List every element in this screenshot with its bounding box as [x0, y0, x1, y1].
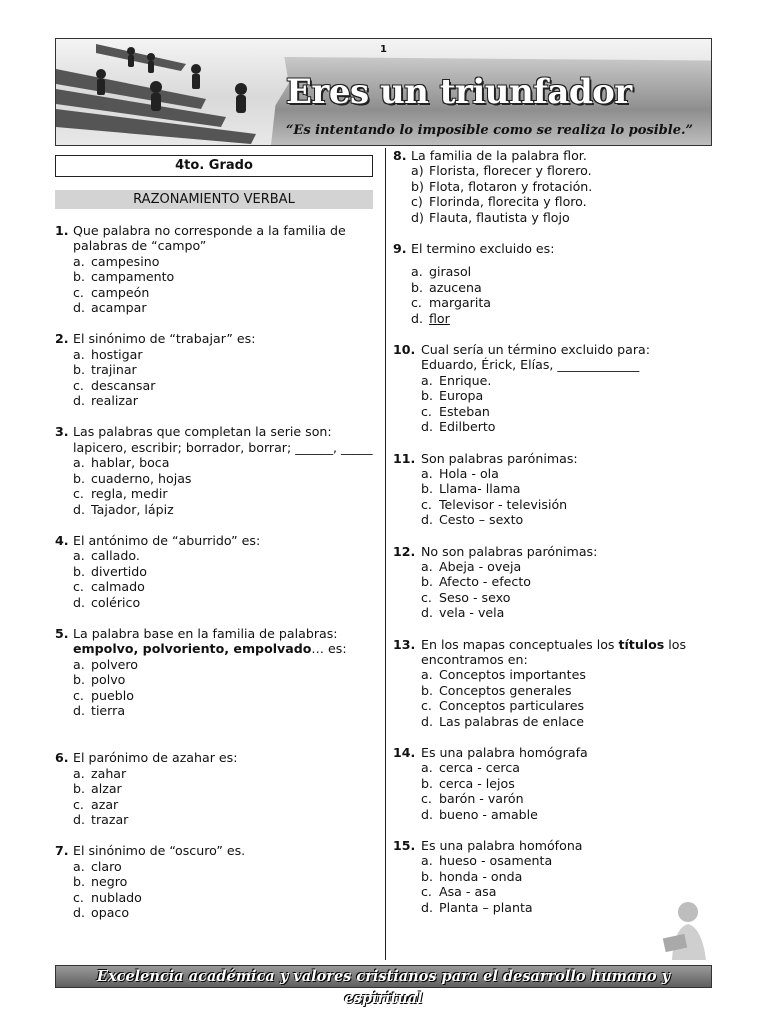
- question-text: Son palabras parónimas:: [421, 450, 578, 466]
- option-letter: c.: [421, 589, 432, 605]
- option-text: opaco: [91, 905, 130, 921]
- question-text-bold: empolvo, polvoriento, empolvado: [73, 641, 312, 657]
- question-item: [393, 544, 713, 621]
- option-text: claro: [91, 858, 122, 874]
- option-text: girasol: [429, 264, 472, 280]
- option-item: [411, 179, 713, 194]
- option-text: negro: [91, 874, 128, 890]
- option-letter: d.: [73, 594, 85, 610]
- option-text: Afecto - efecto: [439, 574, 531, 590]
- options-list: [73, 657, 375, 719]
- option-letter: c.: [421, 698, 432, 714]
- option-letter: d.: [73, 393, 85, 409]
- question-text: [421, 637, 713, 668]
- question-item: [55, 533, 375, 610]
- options-list: [421, 667, 713, 729]
- option-item: [421, 853, 713, 868]
- question-number: 8.: [393, 148, 407, 163]
- option-letter: a.: [73, 346, 85, 362]
- questions-right-column: [393, 148, 713, 931]
- option-item: [421, 466, 713, 481]
- question-text: Cual sería un término excluido para:: [421, 342, 650, 358]
- option-item: [73, 797, 375, 812]
- option-text: flor: [429, 310, 450, 326]
- option-item: [421, 807, 713, 822]
- option-item: [411, 163, 713, 178]
- option-item: [421, 683, 713, 698]
- option-item: [73, 378, 375, 393]
- option-letter: c.: [73, 796, 84, 812]
- banner-title: Eres un triunfador: [286, 72, 632, 112]
- option-letter: a.: [73, 548, 85, 564]
- option-letter: c.: [73, 687, 84, 703]
- option-text: Edilberto: [439, 419, 496, 435]
- question-item: [393, 342, 713, 434]
- question-item: [393, 637, 713, 729]
- option-item: [73, 874, 375, 889]
- option-text: descansar: [91, 377, 156, 393]
- option-text: bueno - amable: [439, 806, 538, 822]
- option-letter: a.: [73, 858, 85, 874]
- question-text-bold: títulos: [618, 636, 665, 652]
- option-item: [421, 605, 713, 620]
- option-letter: b.: [73, 672, 85, 688]
- reading-child-illustration: [658, 898, 714, 962]
- option-text: tierra: [91, 702, 126, 718]
- options-list: [421, 559, 713, 621]
- option-text: honda - onda: [439, 868, 523, 884]
- footer-banner: [55, 965, 712, 1007]
- option-letter: d.: [73, 812, 85, 827]
- option-text: azucena: [429, 279, 482, 295]
- option-item: [73, 672, 375, 687]
- question-number: 3.: [55, 424, 69, 440]
- question-text: Es una palabra homófona: [421, 838, 583, 854]
- option-item: [73, 393, 375, 408]
- option-letter: b.: [421, 775, 433, 791]
- option-item: [411, 264, 713, 279]
- question-text-part: En los mapas conceptuales los: [421, 636, 619, 652]
- option-item: [73, 766, 375, 781]
- options-list: [411, 264, 713, 326]
- option-item: [421, 869, 713, 884]
- question-item: [55, 750, 375, 827]
- option-item: [421, 667, 713, 682]
- option-text: campeón: [91, 284, 150, 300]
- option-letter: b.: [73, 470, 85, 486]
- option-letter: d.: [421, 806, 433, 822]
- option-item: [73, 781, 375, 796]
- option-text: trajinar: [91, 362, 137, 378]
- option-item: [73, 890, 375, 905]
- option-letter: b.: [421, 682, 433, 698]
- footer-motto: Excelencia académica y valores cristianos para el desarrollo humano y espiritual: [96, 968, 671, 1007]
- option-item: [73, 254, 375, 269]
- option-letter: a.: [421, 667, 433, 683]
- option-letter: d.: [421, 419, 433, 435]
- option-text: Seso - sexo: [439, 589, 511, 605]
- question-text: No son palabras parónimas:: [421, 543, 598, 559]
- options-list: [73, 455, 375, 517]
- options-list: [73, 859, 375, 921]
- option-letter: b.: [73, 874, 85, 890]
- options-list: [421, 466, 713, 528]
- question-text: La familia de la palabra flor.: [411, 148, 587, 163]
- option-letter: a): [411, 163, 424, 179]
- option-text: cuaderno, hojas: [91, 470, 192, 486]
- question-text: El antónimo de “aburrido” es:: [73, 532, 261, 548]
- option-letter: a.: [421, 558, 433, 574]
- question-text: El sinónimo de “oscuro” es.: [73, 843, 246, 859]
- option-text: hueso - osamenta: [439, 853, 553, 869]
- question-item: [55, 223, 375, 315]
- option-letter: c.: [421, 791, 432, 807]
- option-text: azar: [91, 796, 119, 812]
- question-text-part: los encontramos en:: [421, 636, 687, 667]
- option-item: [421, 419, 713, 434]
- options-list: [421, 373, 713, 435]
- option-text: hablar, boca: [91, 455, 170, 471]
- option-text: Abeja - oveja: [439, 558, 522, 574]
- option-item: [421, 559, 713, 574]
- option-item: [411, 280, 713, 295]
- option-item: [421, 404, 713, 419]
- option-item: [73, 455, 375, 470]
- option-text: Hola - ola: [439, 465, 499, 481]
- option-text: barón - varón: [439, 791, 524, 807]
- section-title: RAZONAMIENTO VERBAL: [55, 190, 373, 209]
- option-letter: a.: [421, 465, 433, 481]
- question-number: 14.: [393, 745, 416, 760]
- question-number: 5.: [55, 625, 69, 641]
- option-letter: c.: [421, 884, 432, 900]
- question-text: [73, 626, 375, 657]
- question-number: 1.: [55, 223, 69, 238]
- option-item: [421, 760, 713, 775]
- question-item: [55, 626, 375, 718]
- option-letter: c.: [73, 377, 84, 393]
- question-text: Que palabra no corresponde a la familia de palabras de “campo”: [73, 223, 346, 254]
- option-text: Asa - asa: [439, 884, 497, 900]
- options-list: [421, 760, 713, 822]
- option-letter: d.: [73, 300, 85, 316]
- option-text: nublado: [91, 889, 142, 905]
- question-number: 13.: [393, 636, 416, 652]
- question-item: [55, 331, 375, 408]
- option-item: [73, 812, 375, 827]
- option-letter: c.: [73, 889, 84, 905]
- option-item: [73, 657, 375, 672]
- option-text: colérico: [91, 594, 141, 610]
- option-text: trazar: [91, 812, 129, 827]
- option-text: Florinda, florecita y floro.: [429, 194, 587, 210]
- option-item: [421, 574, 713, 589]
- option-item: [73, 486, 375, 501]
- question-text-part: … es:: [311, 641, 347, 657]
- option-item: [73, 595, 375, 610]
- option-letter: c.: [421, 496, 432, 512]
- column-divider: [385, 148, 386, 960]
- option-item: [421, 776, 713, 791]
- option-letter: b.: [421, 388, 433, 404]
- option-item: [73, 300, 375, 315]
- option-text: Enrique.: [439, 372, 492, 388]
- option-item: [73, 269, 375, 284]
- option-item: [421, 497, 713, 512]
- option-item: [421, 481, 713, 496]
- question-text: Es una palabra homógrafa: [421, 745, 588, 760]
- question-item: [55, 843, 375, 920]
- option-item: [73, 285, 375, 300]
- question-number: 11.: [393, 450, 416, 466]
- option-letter: a.: [73, 253, 85, 269]
- option-item: [73, 502, 375, 517]
- option-item: [421, 791, 713, 806]
- option-item: [73, 859, 375, 874]
- option-text: margarita: [429, 295, 491, 311]
- option-letter: b.: [73, 362, 85, 378]
- questions-left-column: [55, 223, 375, 936]
- option-text: cerca - lejos: [439, 775, 515, 791]
- question-text: Las palabras que completan la serie son: lapicero, escribir; borrador, borrar; ______, _____: [73, 424, 373, 455]
- option-letter: d.: [73, 702, 85, 718]
- question-number: 7.: [55, 843, 69, 859]
- option-item: [73, 688, 375, 703]
- options-list: [73, 254, 375, 316]
- option-item: [421, 388, 713, 403]
- option-text: hostigar: [91, 346, 143, 362]
- option-text: Cesto – sexto: [439, 512, 524, 528]
- option-text: Flauta, flautista y flojo: [429, 209, 570, 225]
- option-letter: a.: [421, 760, 433, 776]
- option-letter: a.: [73, 765, 85, 781]
- option-letter: d): [411, 209, 424, 225]
- option-item: [73, 905, 375, 920]
- option-letter: d.: [73, 905, 85, 921]
- option-letter: d.: [73, 501, 85, 517]
- option-item: [411, 210, 713, 225]
- option-item: [421, 512, 713, 527]
- option-text: polvero: [91, 656, 139, 672]
- option-letter: b.: [421, 574, 433, 590]
- option-item: [421, 698, 713, 713]
- option-text: Llama- llama: [439, 481, 521, 497]
- option-text: cerca - cerca: [439, 760, 520, 776]
- option-letter: b.: [421, 868, 433, 884]
- option-letter: b.: [73, 269, 85, 285]
- question-number: 2.: [55, 331, 69, 347]
- option-letter: b.: [73, 563, 85, 579]
- header-banner: [55, 38, 712, 146]
- option-letter: b.: [421, 481, 433, 497]
- option-text: regla, medir: [91, 486, 168, 502]
- option-letter: c.: [411, 295, 422, 311]
- option-letter: c): [411, 194, 423, 210]
- option-item: [411, 194, 713, 209]
- question-number: 10.: [393, 342, 416, 358]
- option-item: [73, 564, 375, 579]
- option-item: [73, 703, 375, 718]
- option-text: Conceptos importantes: [439, 667, 586, 683]
- option-letter: d.: [421, 899, 433, 915]
- option-text: Flota, flotaron y frotación.: [429, 178, 593, 194]
- option-letter: c.: [421, 403, 432, 419]
- question-number: 15.: [393, 838, 416, 854]
- option-letter: a.: [73, 656, 85, 672]
- question-text: El parónimo de azahar es:: [73, 750, 238, 766]
- option-text: vela - vela: [439, 605, 505, 621]
- options-list: [73, 347, 375, 409]
- question-text: El termino excluido es:: [411, 241, 555, 257]
- question-item: [393, 451, 713, 528]
- runners-illustration: [56, 39, 296, 146]
- option-text: divertido: [91, 563, 148, 579]
- option-letter: b.: [73, 781, 85, 797]
- option-text: zahar: [91, 765, 127, 781]
- option-text: acampar: [91, 300, 147, 316]
- question-number: 12.: [393, 543, 416, 559]
- option-text: pueblo: [91, 687, 134, 703]
- question-number: 9.: [393, 241, 407, 257]
- option-letter: a.: [411, 264, 423, 280]
- option-item: [411, 311, 713, 326]
- option-letter: d.: [411, 310, 423, 326]
- option-item: [73, 579, 375, 594]
- options-list: [411, 163, 713, 225]
- option-letter: b): [411, 178, 424, 194]
- option-text: Planta – planta: [439, 899, 533, 915]
- option-text: calmado: [91, 579, 145, 595]
- option-text: polvo: [91, 672, 126, 688]
- question-extra-text: Eduardo, Érick, Elías, _____________: [421, 357, 640, 373]
- question-number: 4.: [55, 532, 69, 548]
- option-letter: d.: [421, 512, 433, 528]
- option-text: alzar: [91, 781, 122, 797]
- question-item: [55, 424, 375, 516]
- option-item: [421, 373, 713, 388]
- option-text: Europa: [439, 388, 484, 404]
- option-item: [73, 548, 375, 563]
- option-text: Televisor - televisión: [439, 496, 568, 512]
- question-item: [393, 745, 713, 822]
- option-letter: d.: [421, 713, 433, 729]
- option-text: Tajador, lápiz: [91, 501, 174, 517]
- option-letter: c.: [73, 486, 84, 502]
- option-item: [73, 471, 375, 486]
- question-item: [393, 241, 713, 326]
- option-text: Florista, florecer y florero.: [429, 163, 592, 179]
- option-letter: c.: [73, 284, 84, 300]
- banner-quote: “Es intentando lo imposible como se realiza lo posible.”: [285, 123, 693, 138]
- option-text: Esteban: [439, 403, 490, 419]
- option-letter: d.: [421, 605, 433, 621]
- option-letter: a.: [421, 853, 433, 869]
- page-number: 1: [380, 44, 387, 55]
- option-letter: c.: [73, 579, 84, 595]
- option-letter: a.: [73, 455, 85, 471]
- question-number: 6.: [55, 750, 69, 766]
- options-list: [73, 766, 375, 828]
- option-item: [73, 362, 375, 377]
- option-text: campamento: [91, 269, 175, 285]
- question-text-part: La palabra base en la familia de palabras:: [73, 625, 338, 641]
- option-item: [411, 295, 713, 310]
- options-list: [73, 548, 375, 610]
- option-item: [421, 714, 713, 729]
- option-text: Las palabras de enlace: [439, 713, 585, 729]
- option-text: callado.: [91, 548, 140, 564]
- option-text: campesino: [91, 253, 160, 269]
- option-letter: b.: [411, 279, 423, 295]
- option-letter: a.: [421, 372, 433, 388]
- question-text: El sinónimo de “trabajar” es:: [73, 331, 256, 347]
- option-item: [421, 590, 713, 605]
- option-text: Conceptos particulares: [439, 698, 585, 714]
- option-item: [73, 347, 375, 362]
- option-text: Conceptos generales: [439, 682, 572, 698]
- option-text: realizar: [91, 393, 138, 409]
- question-item: [393, 148, 713, 225]
- grade-label: 4to. Grado: [55, 155, 373, 177]
